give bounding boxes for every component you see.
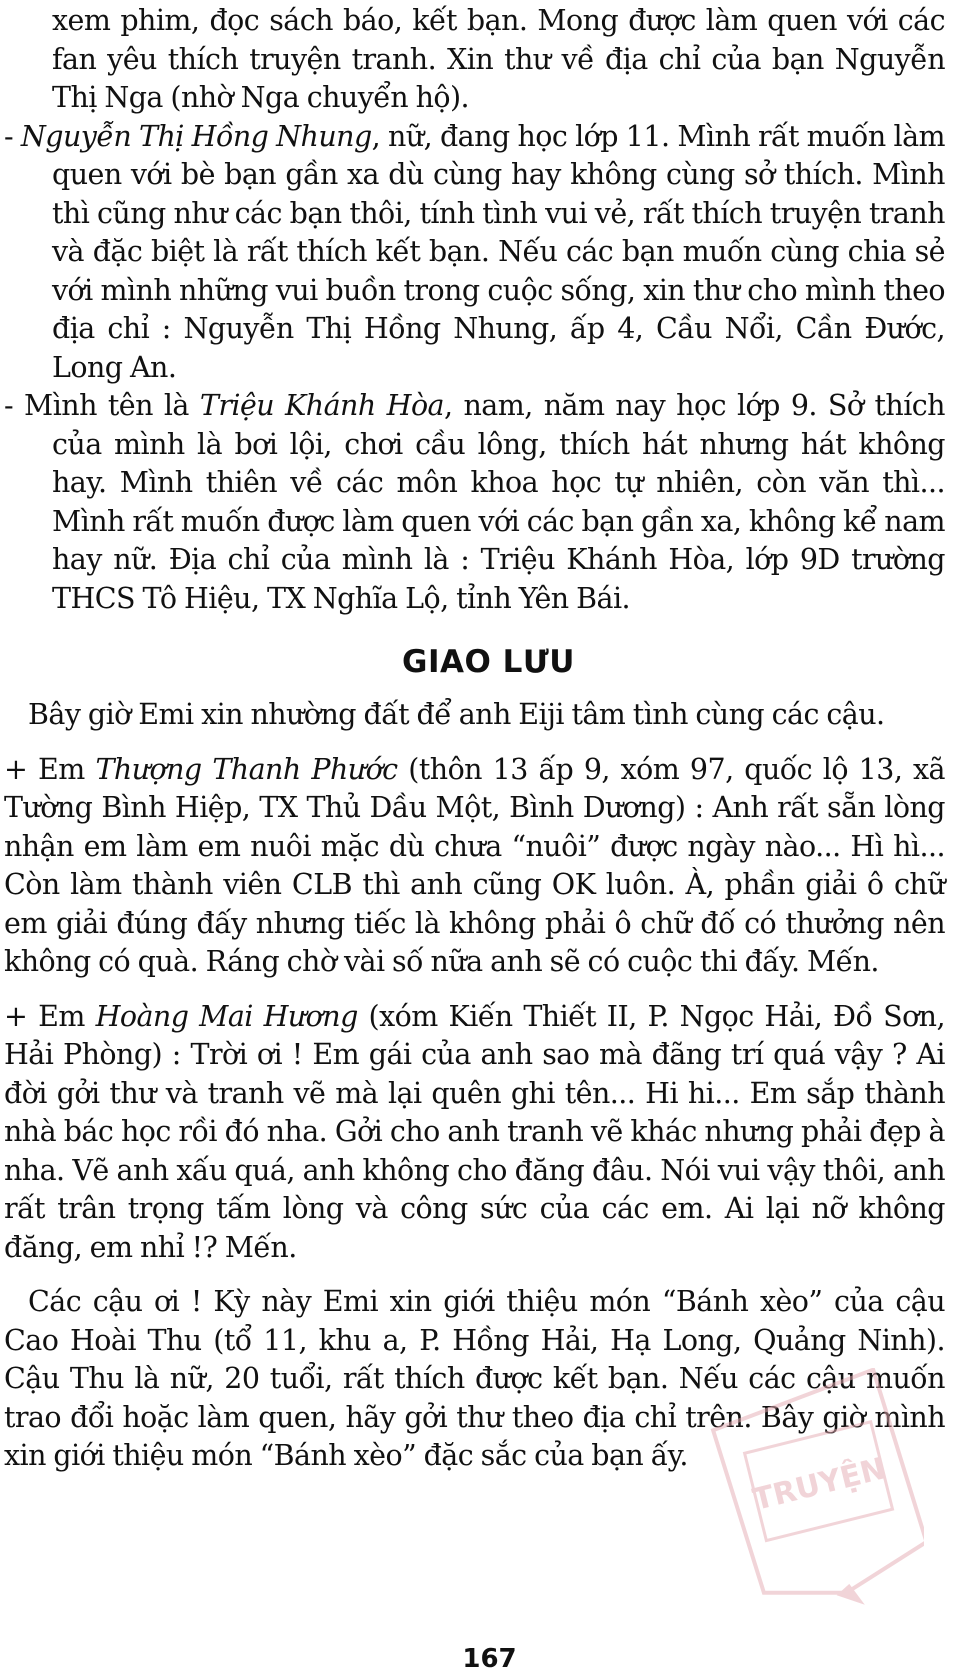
entry-khanh-hoa [0,387,959,618]
text-line: fan yêu thích truyện tranh. Xin thư về địa chỉ của bạn Nguyễn [52,42,945,76]
person-name: Thượng Thanh Phước [95,752,398,786]
text-line: lòng nhận em làm em nuôi mặc dù chưa “nuôi” được ngày nào... [4,791,945,863]
text-line: xem phim, đọc sách báo, kết bạn. Mong được làm quen với các [52,4,945,37]
text-line: , nam, năm nay học lớp 9. Sở [444,389,864,422]
text-line: sống, xin thư cho mình theo địa chỉ : Nguyễn Thị Hồng Nhung, [52,273,945,345]
text-line: giờ mình xin giới thiệu món “Bánh xèo” đặc sắc của bạn ấy. [4,1400,946,1472]
text-line: Hải Phòng) : Trời ơi ! Em gái của anh sao mà đãng trí quá vậy ? Ai [4,1038,945,1071]
text-line: văn thì... Mình rất muốn được làm quen với các bạn gần xa, [52,466,946,538]
text-line: không hay. Mình thiên về các môn khoa học tự nhiên, còn [52,427,945,499]
text-line: Các cậu ơi ! Kỳ này Emi xin giới thiệu món “Bánh xèo” của cậu [28,1285,945,1318]
person-name: Hoàng Mai Hương [95,999,358,1033]
text-line: muốn trao đổi hoặc làm quen, hãy gởi thư theo địa chỉ trên. Bây [4,1362,945,1434]
text-line: thành nhà bác học rồi đó nha. Gởi cho anh tranh vẽ khác nhưng [4,1076,946,1148]
text-line: làm quen với bè bạn gần xa dù cùng hay không cùng sở [52,119,945,191]
text-line: Cậu Thu là nữ, 20 tuổi, rất thích được kết bạn. Nếu các cậu [4,1362,856,1395]
text-line: thưởng nên không có quà. Ráng chờ vài số nữa anh sẽ có cuộc [4,906,946,978]
text-line: phải đẹp à nha. Vẽ anh xấu quá, anh không cho đăng đâu. Nói [4,1115,945,1187]
text-line: thích truyện tranh và đặc biệt là rất thích kết bạn. Nếu các [52,196,945,268]
text-line: Thị Nga (nhờ Nga chuyển hộ). [52,81,470,114]
text-line: không kể nam hay nữ. Địa chỉ của mình là : Triệu Khánh [52,504,945,576]
text-line: thích. Mình thì cũng như các bạn thôi, tính tình vui vẻ, rất [52,158,945,230]
text-line: Cao Hoài Thu (tổ 11, khu a, P. Hồng Hải, Hạ Long, Quảng Ninh). [4,1323,945,1357]
text-line: thi đấy. Mến. [699,945,879,978]
text-line: (thôn 13 ấp 9, xóm 97, quốc lộ 13, xã [397,752,945,786]
text-line: Ai lại nỡ không đăng, em nhỉ !? Mến. [4,1192,945,1264]
person-name: Triệu Khánh Hòa [199,389,444,422]
watermark-text: TRUYỆN [749,1451,890,1518]
text-line: - Mình tên là [4,389,200,422]
text-line: Hòa, lớp 9D trường THCS Tô Hiệu, TX Nghĩa Lộ, tỉnh Yên Bái. [52,543,946,615]
recipe-intro-paragraph [0,1283,959,1476]
text-line: Tường Bình Hiệp, TX Thủ Dầu Một, Bình Dương) : Anh rất sẵn [4,791,876,824]
person-name: Nguyễn Thị Hồng Nhung [20,119,372,153]
text-line: vui vậy thôi, anh rất trân trọng tấm lòng và công sức của các em. [4,1153,946,1225]
text-line: , nữ, đang học lớp 11. Mình rất muốn [371,119,886,153]
text-line: + Em [4,999,96,1033]
section-heading: GIAO LƯU [402,644,575,680]
text-line: (xóm Kiến Thiết II, P. Ngọc Hải, Đồ Sơn, [357,999,945,1033]
text-line: giải ô chữ em giải đúng đấy nhưng tiếc là không phải ô chữ đố có [4,868,945,940]
paragraph-continued [0,2,959,118]
entry-hong-nhung [0,118,959,388]
reply-thanh-phuoc [0,751,959,982]
text-line: thích của mình là bơi lội, chơi cầu lông, thích hát nhưng hát [52,389,945,461]
intro-paragraph [0,696,959,735]
text-column [0,2,959,1476]
entry-dash: - [4,119,21,153]
text-line: bạn muốn cùng chia sẻ với mình những vui buồn trong cuộc [52,235,945,307]
text-line: đời gởi thư và tranh vẽ mà lại quên ghi tên... Hi hi... Em sắp [4,1076,855,1110]
page-number: 167 [462,1644,517,1674]
reply-mai-huong [0,998,959,1268]
text-line: Bây giờ Emi xin nhường đất để anh Eiji tâm tình cùng các cậu. [28,698,885,731]
text-line: + Em [4,752,96,786]
text-line: ấp 4, Cầu Nổi, Cần Đước, Long An. [52,312,946,384]
text-line: Hì hì... Còn làm thành viên CLB thì anh cũng OK luôn. À, phần [4,829,945,901]
